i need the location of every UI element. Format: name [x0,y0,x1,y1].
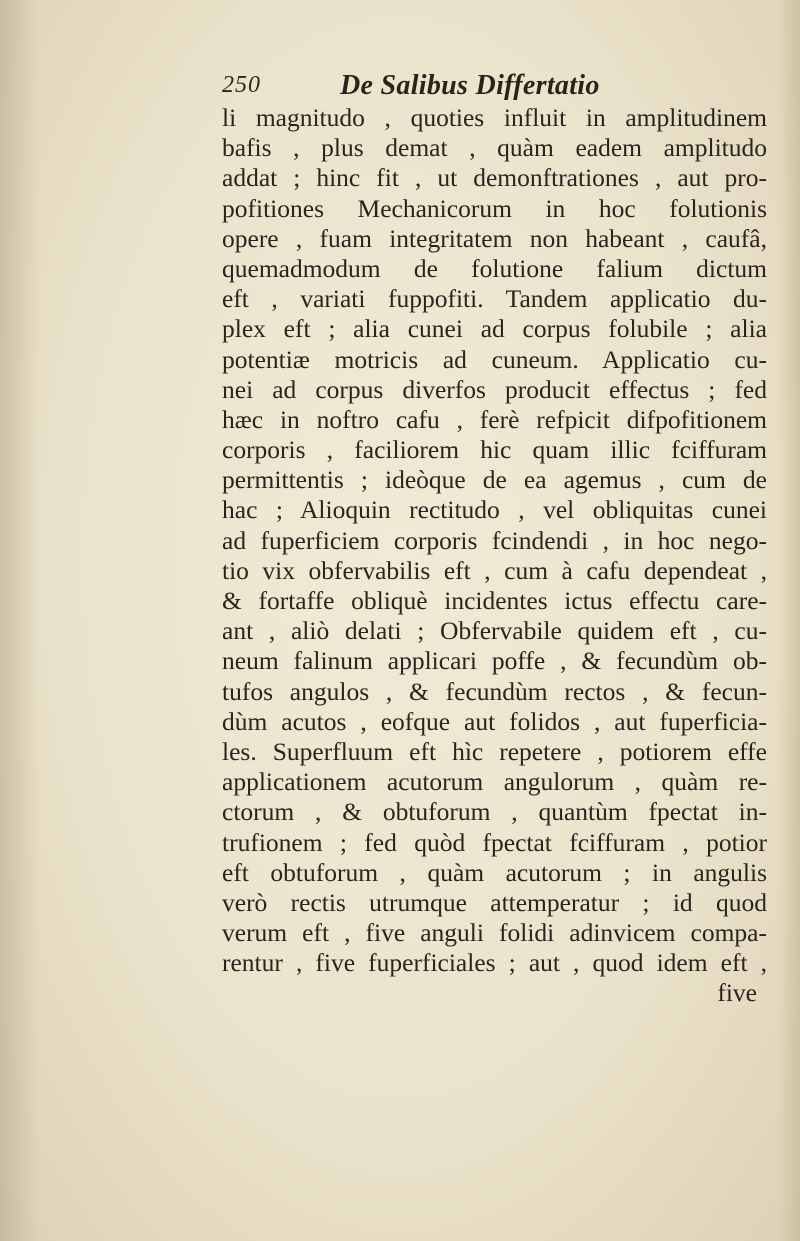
text-line: bafis , plus demat , quàm eadem amplitudo [222,133,767,163]
text-line: dùm acutos , eofque aut folidos , aut fuperficia- [222,706,767,736]
text-line: tufos angulos , & fecundùm rectos , & fecun- [222,676,767,706]
text-line: tio vix obfervabilis eft , cum à cafu dependeat , [222,555,767,585]
text-line: ad fuperficiem corporis fcindendi , in hoc nego- [222,525,767,555]
text-line: plex eft ; alia cunei ad corpus folubile ; alia [222,314,767,344]
text-line: pofitiones Mechanicorum in hoc folutionis [222,193,767,223]
text-line: applicationem acutorum angulorum , quàm re- [222,767,767,797]
page-shadow-left [0,0,40,1241]
running-title: De Salibus Differtatio [340,70,600,101]
text-line: eft , variati fuppofiti. Tandem applicatio du- [222,284,767,314]
text-line: potentiæ motricis ad cuneum. Applicatio cu- [222,344,767,374]
catchword: five [717,978,757,1008]
text-line: addat ; hinc fit , ut demonftrationes , aut pro- [222,163,767,193]
text-line: eft obtuforum , quàm acutorum ; in angulis [222,857,767,887]
text-line: les. Superfluum eft hìc repetere , potiorem effe [222,736,767,766]
body-text [222,103,767,1009]
text-line: nei ad corpus diverfos producit effectus ; fed [222,374,767,404]
text-line: opere , fuam integritatem non habeant , caufâ, [222,223,767,253]
text-line: ant , aliò delati ; Obfervabile quidem eft , cu- [222,616,767,646]
text-line: trufionem ; fed quòd fpectat fciffuram , potior [222,827,767,857]
text-line: hac ; Alioquin rectitudo , vel obliquitas cunei [222,495,767,525]
text-line: ctorum , & obtuforum , quantùm fpectat in- [222,797,767,827]
text-line: rentur , five fuperficiales ; aut , quod idem eft , [222,948,767,978]
text-line: quemadmodum de folutione falium dictum [222,253,767,283]
text-line: neum falinum applicari poffe , & fecundùm ob- [222,646,767,676]
text-line: permittentis ; ideòque de ea agemus , cum de [222,465,767,495]
text-line: & fortaffe obliquè incidentes ictus effectu care- [222,586,767,615]
text-line: hæc in noftro cafu , ferè refpicit difpofitionem [222,404,767,434]
text-line: corporis , faciliorem hic quam illic fciffuram [222,435,767,465]
text-line: verò rectis utrumque attemperatur ; id quod [222,887,767,917]
page-edge-right [778,0,800,1241]
page-header [222,70,762,104]
text-line: verum eft , five anguli folidi adinvicem compa- [222,918,767,948]
page-number: 250 [222,72,261,98]
text-line: li magnitudo , quoties influit in amplitudinem [222,103,767,132]
